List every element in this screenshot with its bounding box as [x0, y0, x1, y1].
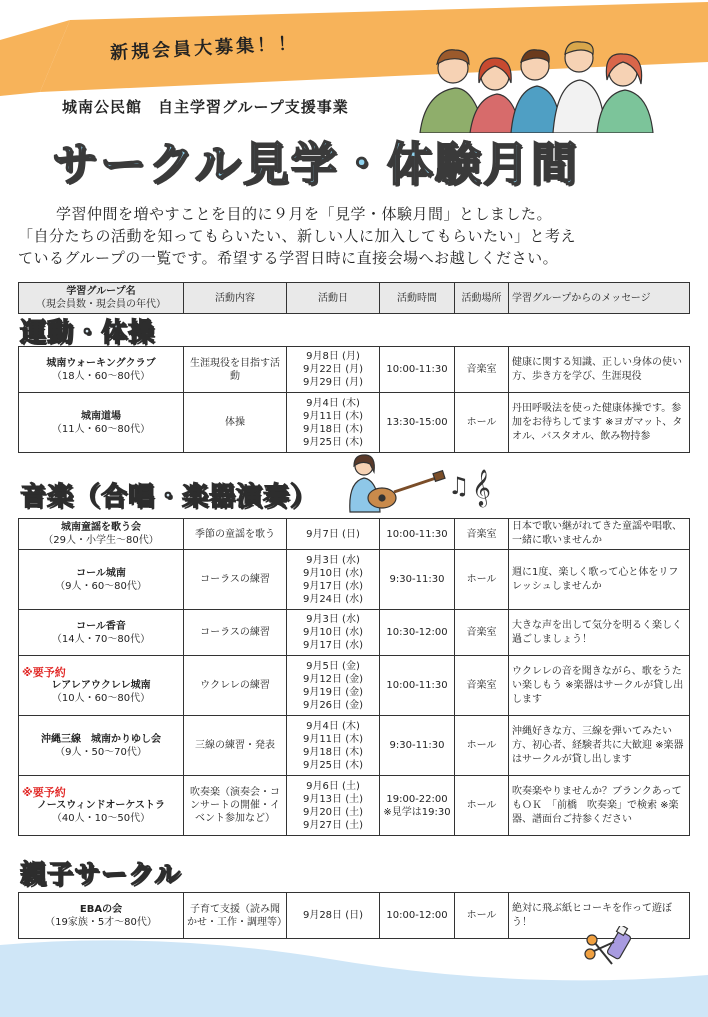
section-title-family: 親子サークル [20, 860, 182, 890]
dates-cell: 9月4日 (木) 9月11日 (木) 9月18日 (木) 9月25日 (木) [287, 716, 380, 776]
time-cell: 10:00-11:30 [380, 656, 455, 716]
time-cell: 10:30-12:00 [380, 610, 455, 656]
column-header-activity: 活動内容 [184, 283, 287, 314]
place-cell: ホール [455, 716, 509, 776]
dates-cell: 9月3日 (水) 9月10日 (水) 9月17日 (水) [287, 610, 380, 656]
subtitle: 城南公民館 自主学習グループ支援事業 [62, 98, 349, 116]
time-cell: 10:00-11:30 [380, 519, 455, 550]
table-row [19, 393, 690, 453]
activity-cell: 生涯現役を目指す活動 [184, 347, 287, 393]
column-header-place: 活動場所 [455, 283, 509, 314]
activity-cell: 体操 [184, 393, 287, 453]
column-header-message: 学習グループからのメッセージ [509, 283, 690, 314]
activity-cell: 季節の童謡を歌う [184, 519, 287, 550]
place-cell: ホール [455, 776, 509, 836]
group-cell: コール香音 （14人・70～80代） [19, 610, 184, 656]
section-title-sports: 運動・体操 [20, 318, 156, 348]
activity-cell: 三線の練習・発表 [184, 716, 287, 776]
dates-cell: 9月8日 (月) 9月22日 (月) 9月29日 (月) [287, 347, 380, 393]
message-cell: 絶対に飛ぶ紙ヒコーキを作って遊ぼう！ [509, 893, 690, 939]
sports-table [18, 346, 690, 453]
time-cell: 9:30-11:30 [380, 550, 455, 610]
activity-cell: コーラスの練習 [184, 610, 287, 656]
group-cell: 城南道場 （11人・60～80代） [19, 393, 184, 453]
dates-cell: 9月28日 (日) [287, 893, 380, 939]
table-row [19, 550, 690, 610]
music-table [18, 518, 690, 836]
group-of-people-illustration [415, 28, 670, 133]
message-cell: 吹奏楽やりませんか？ブランクあってもＯＫ 「前橋 吹奏楽」で検索 ※楽器、譜面台ご持参ください [509, 776, 690, 836]
intro-line: ているグループの一覧です。希望する学習日時に直接会場へお越しください。 [18, 249, 559, 267]
svg-text:𝄞: 𝄞 [472, 468, 491, 506]
table-row [19, 656, 690, 716]
place-cell: ホール [455, 550, 509, 610]
activity-cell: コーラスの練習 [184, 550, 287, 610]
message-cell: ウクレレの音を聞きながら、歌をうたい楽しもう ※楽器はサークルが貸し出します [509, 656, 690, 716]
group-cell: 沖縄三線 城南かりゆし会 （9人・50～70代） [19, 716, 184, 776]
group-cell: EBAの会 （19家族・5才～80代） [19, 893, 184, 939]
reservation-required-label: ※要予約 [22, 666, 66, 679]
message-cell: 日本で歌い継がれてきた童謡や唱歌、一緒に歌いませんか [509, 519, 690, 550]
recruitment-banner-text: 新規会員大募集！！ [109, 33, 300, 64]
dates-cell: 9月5日 (金) 9月12日 (金) 9月19日 (金) 9月26日 (金) [287, 656, 380, 716]
reservation-required-label: ※要予約 [22, 786, 66, 799]
time-cell: 19:00-22:00 ※見学は19:30 [380, 776, 455, 836]
intro-paragraph [18, 203, 698, 269]
table-row [19, 347, 690, 393]
table-row [19, 716, 690, 776]
place-cell: 音楽室 [455, 610, 509, 656]
message-cell: 健康に関する知識、正しい身体の使い方、歩き方を学び、生涯現役 [509, 347, 690, 393]
activity-cell: 吹奏楽（演奏会・コンサートの開催・イベント参加など） [184, 776, 287, 836]
column-header-date: 活動日 [287, 283, 380, 314]
message-cell: 週に1度、楽しく歌って心と体をリフレッシュしませんか [509, 550, 690, 610]
dates-cell: 9月6日 (土) 9月13日 (土) 9月20日 (土) 9月27日 (土) [287, 776, 380, 836]
table-row [19, 610, 690, 656]
section-title-music: 音楽（合唱・楽器演奏） [20, 482, 318, 512]
header-table [18, 282, 690, 314]
dates-cell: 9月7日 (日) [287, 519, 380, 550]
dates-cell: 9月3日 (水) 9月10日 (水) 9月17日 (水) 9月24日 (水) [287, 550, 380, 610]
time-cell: 9:30-11:30 [380, 716, 455, 776]
place-cell: ホール [455, 393, 509, 453]
column-header-group: 学習グループ名 （現会員数・現会員の年代） [19, 283, 184, 314]
activity-cell: 子育て支援（読み聞かせ・工作・調理等） [184, 893, 287, 939]
place-cell: 音楽室 [455, 519, 509, 550]
message-cell: 大きな声を出して気分を明るく楽しく過ごしましょう！ [509, 610, 690, 656]
group-cell: 城南ウォーキングクラブ （18人・60～80代） [19, 347, 184, 393]
craft-tools-icon [582, 926, 642, 976]
svg-text:♫: ♫ [448, 472, 470, 500]
time-cell: 10:00-12:00 [380, 893, 455, 939]
group-cell: ※要予約 ノースウィンドオーケストラ （40人・10～50代） [19, 776, 184, 836]
table-row [19, 519, 690, 550]
place-cell: 音楽室 [455, 656, 509, 716]
guitar-player-illustration [340, 452, 510, 520]
message-cell: 沖縄好きな方、三線を弾いてみたい方、初心者、経験者共に大歓迎 ※楽器はサークルが貸し出します [509, 716, 690, 776]
intro-line: 学習仲間を増やすことを目的に９月を「見学・体験月間」としました。 [56, 205, 553, 223]
table-row [19, 776, 690, 836]
group-cell: コール城南 （9人・60～80代） [19, 550, 184, 610]
time-cell: 10:00-11:30 [380, 347, 455, 393]
column-header-time: 活動時間 [380, 283, 455, 314]
group-cell: 城南童謡を歌う会 （29人・小学生～80代） [19, 519, 184, 550]
intro-line: 「自分たちの活動を知ってもらいたい、新しい人に加入してもらいたい」と考え [18, 227, 577, 245]
message-cell: 丹田呼吸法を使った健康体操です。参加をお待ちしてます ※ヨガマット、タオル、バスタオル、飲み物持参 [509, 393, 690, 453]
place-cell: 音楽室 [455, 347, 509, 393]
time-cell: 13:30-15:00 [380, 393, 455, 453]
place-cell: ホール [455, 893, 509, 939]
group-cell: ※要予約 レアレアウクレレ城南 （10人・60～80代） [19, 656, 184, 716]
dates-cell: 9月4日 (木) 9月11日 (木) 9月18日 (木) 9月25日 (木) [287, 393, 380, 453]
activity-cell: ウクレレの練習 [184, 656, 287, 716]
page-title: サークル見学・体験月間 [52, 137, 579, 191]
